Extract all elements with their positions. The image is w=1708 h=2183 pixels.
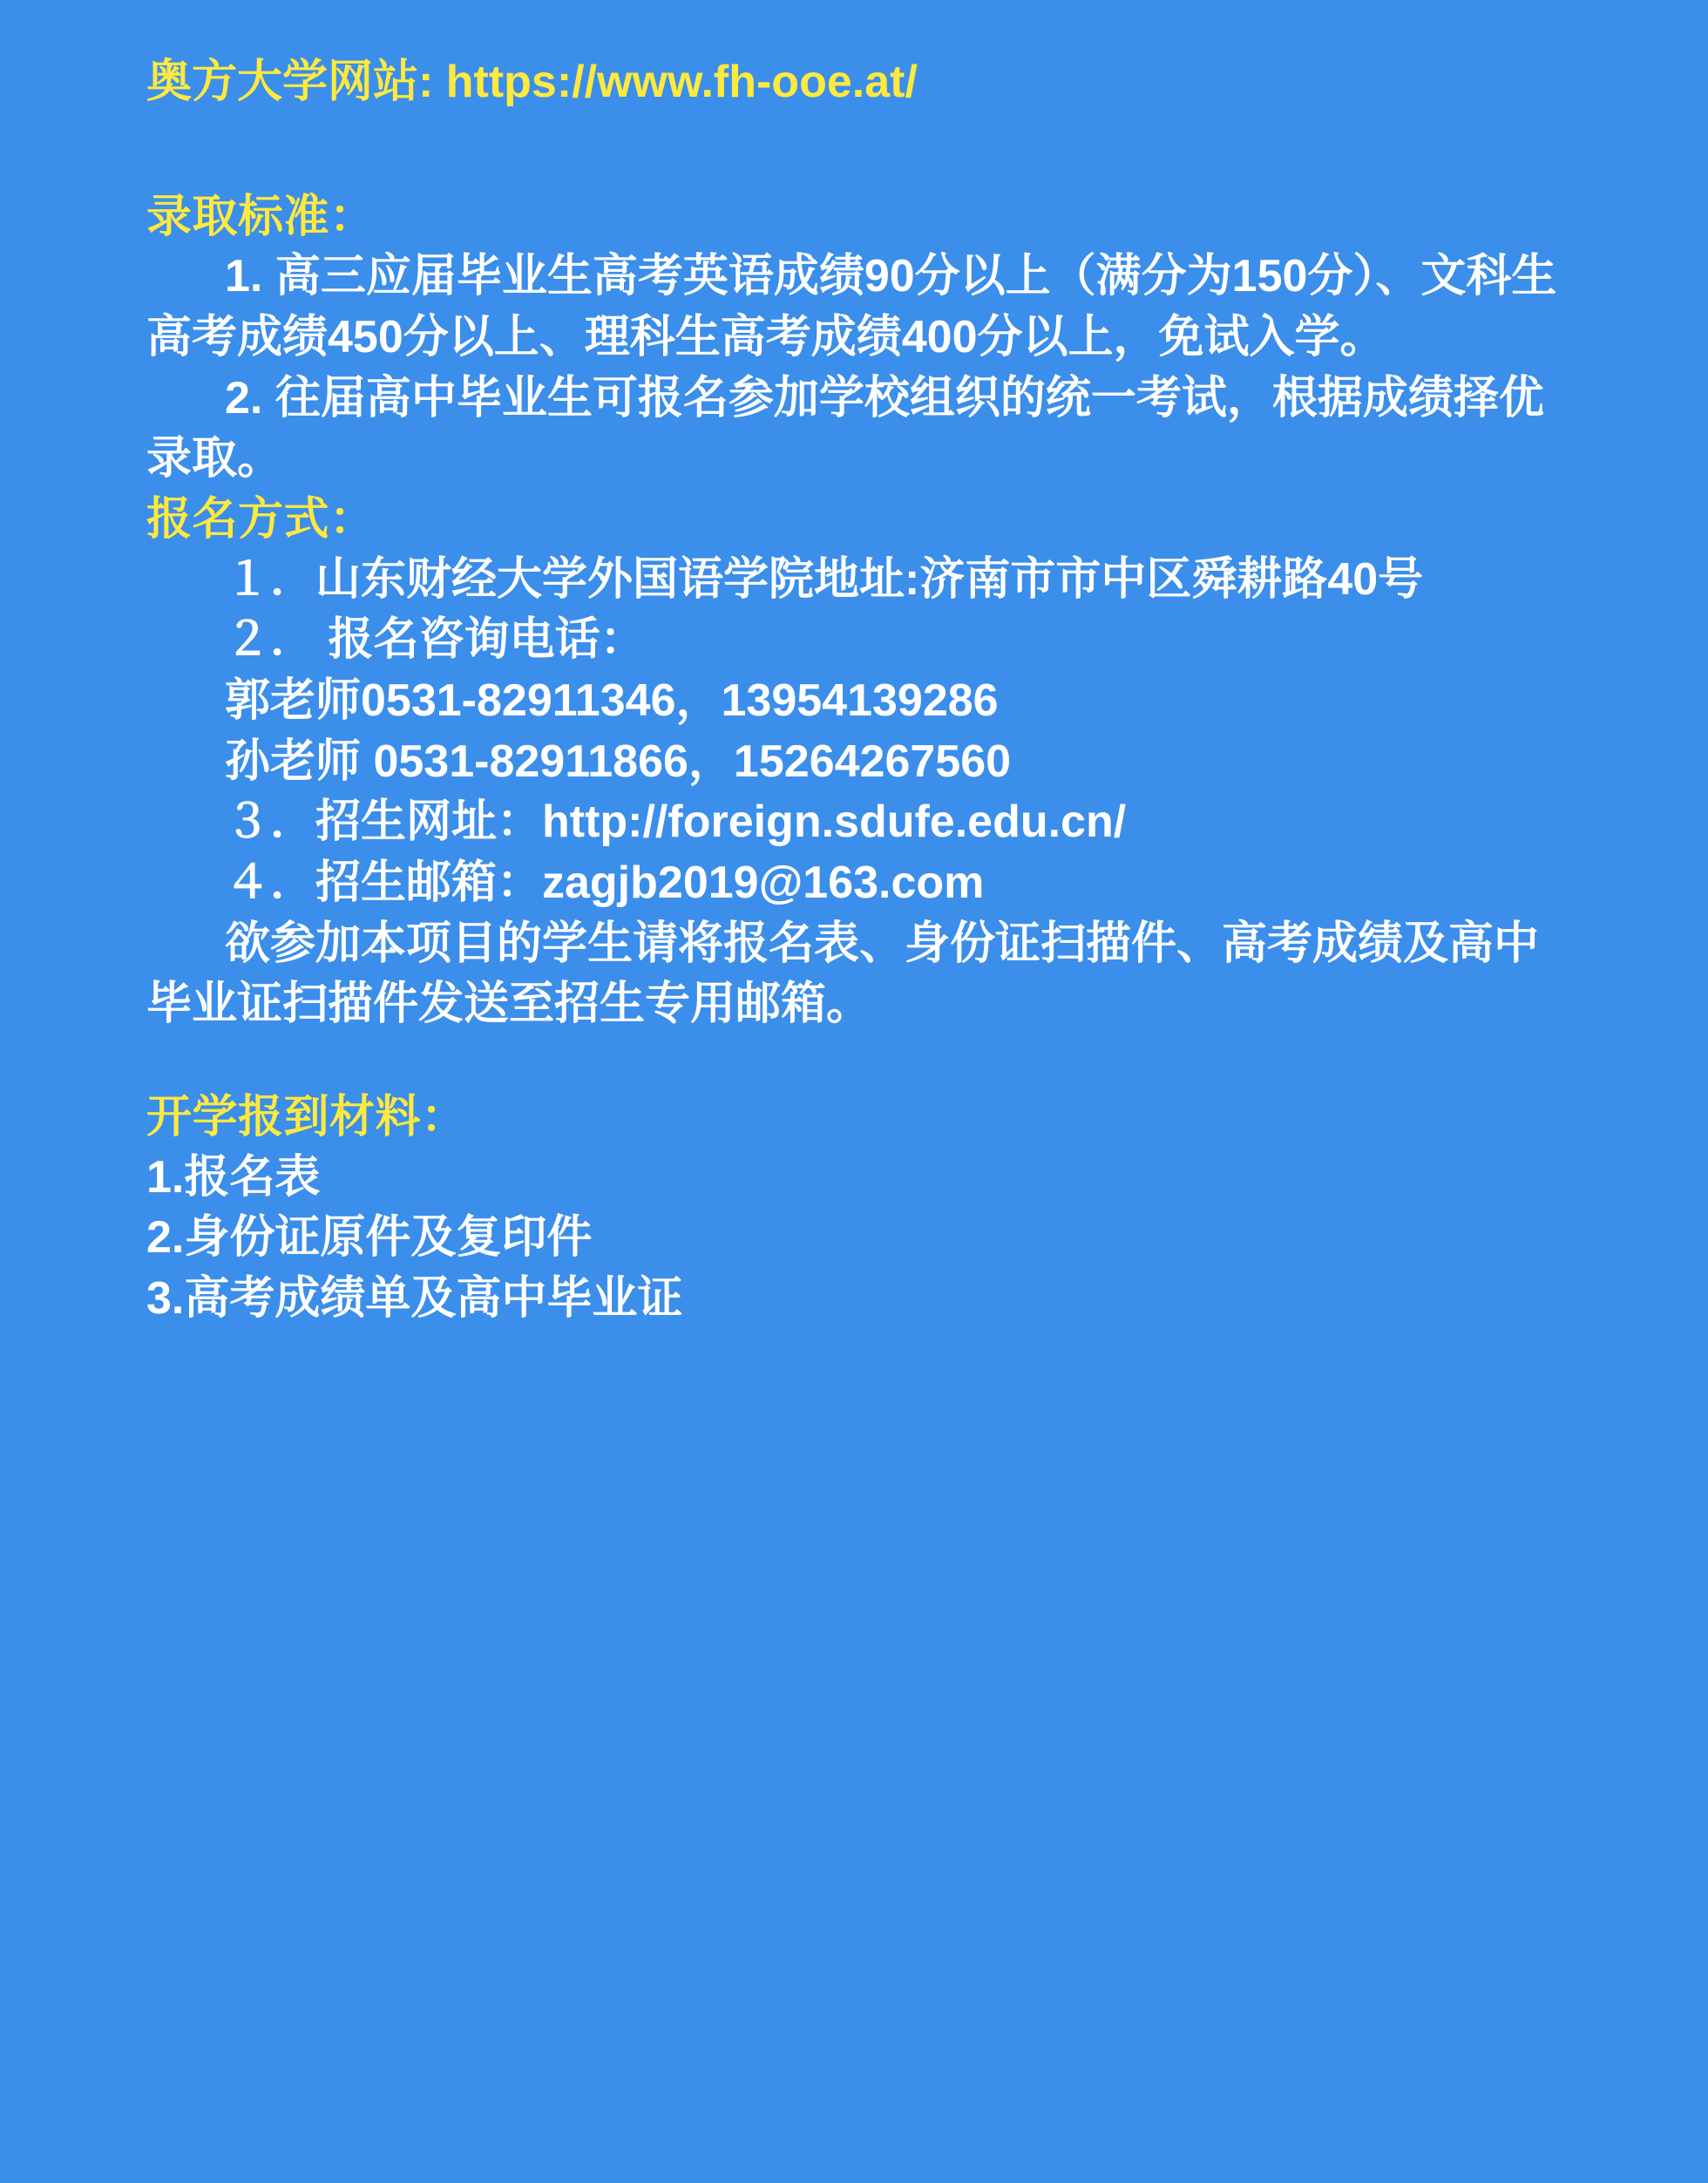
section-heading-application-method: 报名方式： [146, 493, 376, 545]
spacer [146, 1035, 1577, 1088]
enrollment-material-2: 2.身份证原件及复印件 [146, 1212, 593, 1264]
admission-criteria-item-2: 2. 往届高中毕业生可报名参加学校组织的统一考试，根据成绩择优录取。 [146, 372, 1544, 485]
admission-criteria-item-1: 1. 高三应届毕业生高考英语成绩90分以上（满分为150分）、文科生高考成绩450分以上、理科生高考成绩400分以上，免试入学。 [146, 251, 1557, 363]
admission-email[interactable]: ４．招生邮箱：zagjb2019@163.com [225, 857, 985, 908]
spacer [146, 112, 1577, 187]
university-website-line: 奥方大学网站: https://www.fh-ooe.at/ [146, 57, 918, 107]
section-heading-enrollment-materials: 开学报到材料： [146, 1091, 467, 1142]
admission-website[interactable]: ３．招生网址：http://foreign.sdufe.edu.cn/ [225, 797, 1127, 848]
contact-sun-teacher: 孙老师 0531-82911866，15264267560 [225, 736, 1012, 787]
enrollment-material-3: 3.高考成绩单及高中毕业证 [146, 1272, 683, 1324]
enrollment-material-1: 1.报名表 [146, 1151, 321, 1203]
contact-guo-teacher: 郭老师0531-82911346，13954139286 [225, 675, 999, 726]
application-materials-note: 欲参加本项目的学生请将报名表、身份证扫描件、高考成绩及高中毕业证扫描件发送至招生专用邮箱。 [146, 918, 1540, 1030]
section-heading-admission-criteria: 录取标准： [146, 191, 376, 242]
application-address: １．山东财经大学外国语学院地址:济南市市中区舜耕路40号 [225, 553, 1424, 605]
application-phone-label: ２． 报名咨询电话： [225, 614, 646, 666]
bottom-spacer [146, 1330, 1577, 1522]
